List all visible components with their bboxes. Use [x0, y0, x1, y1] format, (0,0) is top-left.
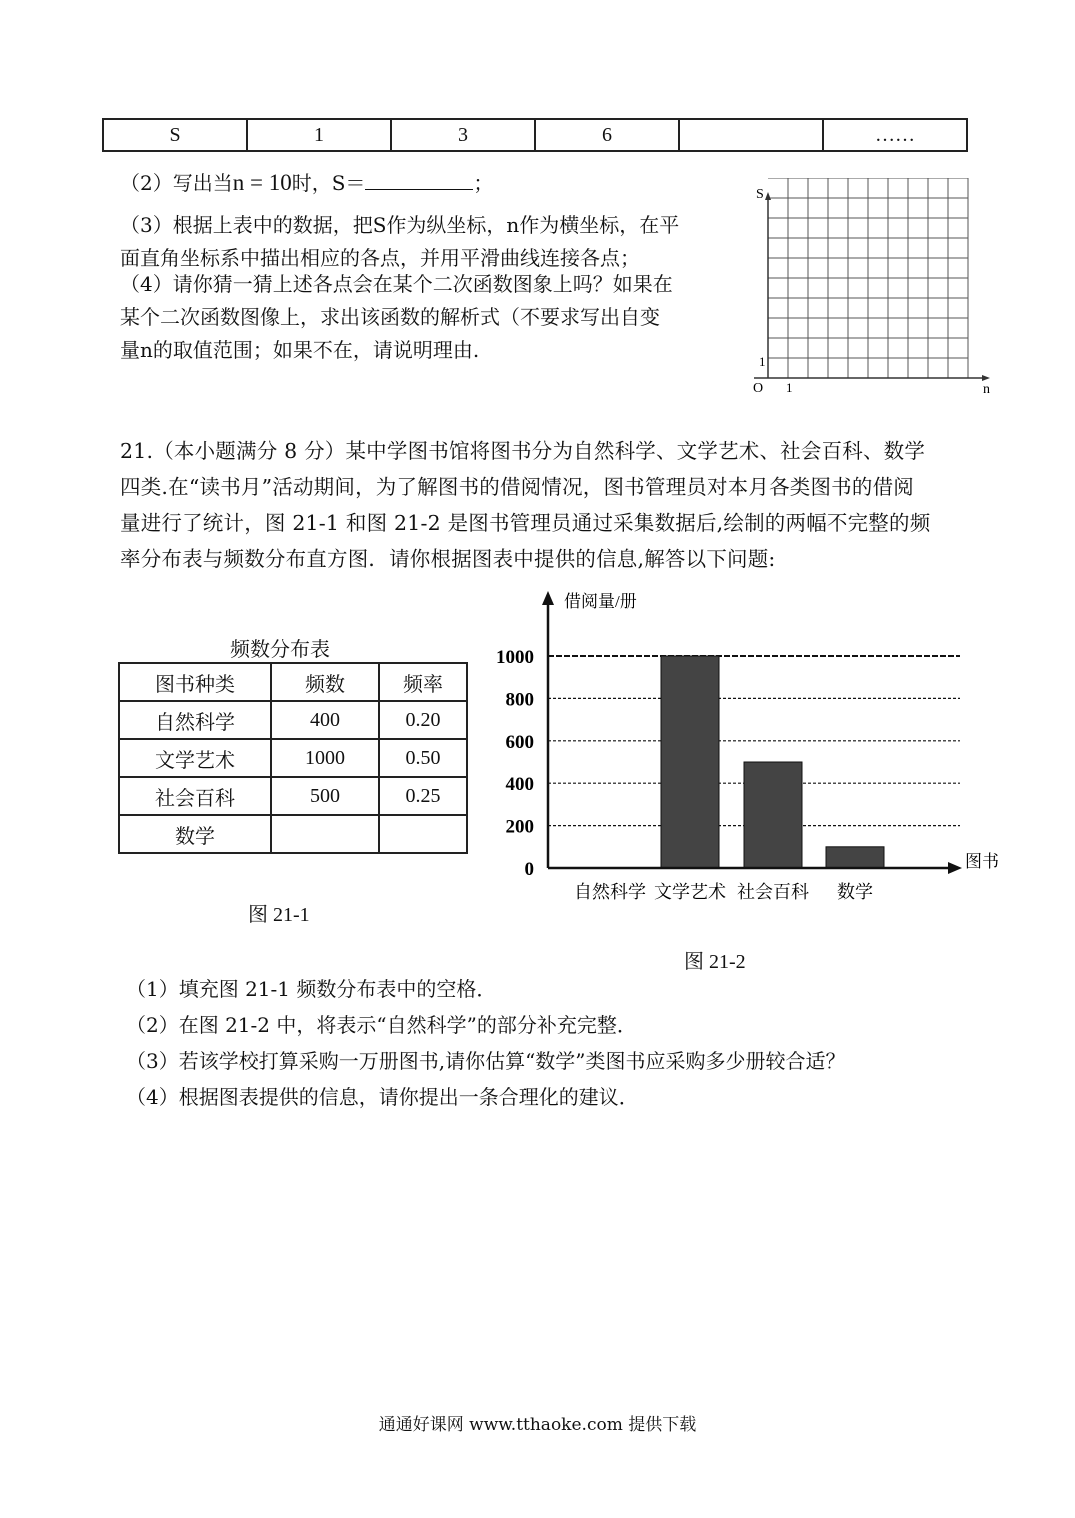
- bar-chart: [490, 585, 1010, 915]
- y-tick-label: 200: [505, 816, 534, 838]
- question-4: [120, 268, 673, 367]
- x-category-label: 社会百科: [737, 882, 809, 902]
- y-tick-label: 600: [505, 731, 534, 753]
- table-cell: 0.20: [379, 701, 467, 739]
- table-cell: S: [103, 119, 247, 151]
- header-cell: 频率: [379, 663, 467, 701]
- question-line: （4）根据图表提供的信息，请你提出一条合理化的建议．: [126, 1085, 639, 1109]
- question-line: （1）填充图 21-1 频数分布表中的空格．: [126, 977, 497, 1001]
- figure-21-1-caption: 图 21-1: [248, 904, 310, 926]
- table-cell: 1: [247, 119, 391, 151]
- table-header-row: [119, 663, 467, 701]
- question-line: （3）若该学校打算采购一万册图书,请你估算“数学”类图书应采购多少册较合适？: [126, 1049, 846, 1073]
- x-category-label: 数学: [837, 882, 873, 902]
- grid-lines: [768, 178, 968, 378]
- table-cell: 自然科学: [119, 701, 271, 739]
- header-cell: 图书种类: [119, 663, 271, 701]
- chart-x-axis-arrow: [948, 862, 962, 874]
- origin-label: O: [753, 381, 764, 396]
- text-line: 量n的取值范围；如果不在，请说明理由.: [120, 338, 480, 362]
- table-cell-empty[interactable]: [379, 815, 467, 853]
- figure-21-2-caption: 图 21-2: [684, 951, 746, 973]
- y-tick-label: 800: [505, 689, 534, 711]
- y-axis-label: S: [756, 187, 764, 202]
- table-row: [119, 815, 467, 853]
- table-cell: 数学: [119, 815, 271, 853]
- question-3: [120, 209, 679, 275]
- chart-y-axis-arrow: [542, 591, 554, 605]
- table-cell: 3: [391, 119, 535, 151]
- question-2-line: [120, 166, 493, 200]
- table-cell: 0.50: [379, 739, 467, 777]
- bar-文学艺术: [661, 656, 719, 868]
- q2-formula: n = 10: [232, 170, 292, 195]
- header-cell: 频数: [271, 663, 379, 701]
- y-axis-arrow: [765, 192, 771, 200]
- x-axis-arrow: [982, 375, 990, 381]
- text-line: 面直角坐标系中描出相应的各点，并用平滑曲线连接各点；: [120, 246, 640, 270]
- y-tick-label: 400: [505, 774, 534, 796]
- sequence-table: [102, 118, 968, 152]
- q2-end: ；: [473, 171, 494, 195]
- coordinate-grid[interactable]: [740, 178, 1000, 398]
- x-category-label: 文学艺术: [654, 882, 726, 902]
- y-tick-label: 1: [759, 354, 766, 369]
- table-cell: 6: [535, 119, 679, 151]
- table-row: [119, 739, 467, 777]
- x-axis-label: n: [983, 382, 990, 397]
- text-line: 某个二次函数图像上，求出该函数的解析式（不要求写出自变: [120, 305, 660, 329]
- frequency-table: [118, 662, 468, 854]
- chart-bars: [661, 656, 884, 868]
- table-row: [103, 119, 967, 151]
- table-cell: 文学艺术: [119, 739, 271, 777]
- page-footer: 通通好课网 www.tthaoke.com 提供下载: [378, 1415, 697, 1435]
- text-line: （3）根据上表中的数据，把S作为纵坐标，n作为横坐标，在平: [120, 213, 680, 237]
- y-tick-label: 0: [524, 859, 534, 880]
- chart-x-label: 图书: [965, 852, 999, 871]
- text-line: 四类.在“读书月”活动期间，为了解图书的借阅情况，图书管理员对本月各类图书的借阅: [120, 475, 914, 499]
- text-line: 量进行了统计，图 21-1 和图 21-2 是图书管理员通过采集数据后,绘制的两幅不完整的频: [120, 511, 931, 535]
- table-cell: 社会百科: [119, 777, 271, 815]
- problem-21: [120, 433, 930, 577]
- q2-text: （2）写出当: [120, 171, 233, 195]
- q2-text-after: 时，S＝: [291, 171, 366, 195]
- table-cell: 500: [271, 777, 379, 815]
- table-cell: [679, 119, 823, 151]
- chart-y-ticks: [496, 647, 534, 880]
- text-line: （4）请你猜一猜上述各点会在某个二次函数图象上吗？如果在: [120, 272, 673, 296]
- text-line: 21.（本小题满分 8 分）某中学图书馆将图书分为自然科学、文学艺术、社会百科、数学: [120, 439, 926, 463]
- y-tick-label: 1000: [496, 647, 534, 668]
- table-row: [119, 701, 467, 739]
- table-cell: 1000: [271, 739, 379, 777]
- bar-数学: [826, 847, 884, 868]
- x-category-label: 自然科学: [574, 882, 646, 902]
- table-cell-empty[interactable]: [271, 815, 379, 853]
- bar-社会百科: [744, 762, 802, 868]
- chart-y-label: 借阅量/册: [564, 592, 637, 611]
- answer-blank[interactable]: [365, 169, 473, 190]
- question-line: （2）在图 21-2 中，将表示“自然科学”的部分补充完整．: [126, 1013, 637, 1037]
- freq-table-title: 频数分布表: [230, 639, 330, 661]
- table-cell: 400: [271, 701, 379, 739]
- x-tick-label: 1: [786, 380, 793, 395]
- table-row: [119, 777, 467, 815]
- chart-x-labels: [574, 882, 873, 902]
- table-cell: 0.25: [379, 777, 467, 815]
- text-line: 率分布表与频数分布直方图．请你根据图表中提供的信息,解答以下问题:: [120, 547, 776, 571]
- table-cell: ……: [823, 119, 967, 151]
